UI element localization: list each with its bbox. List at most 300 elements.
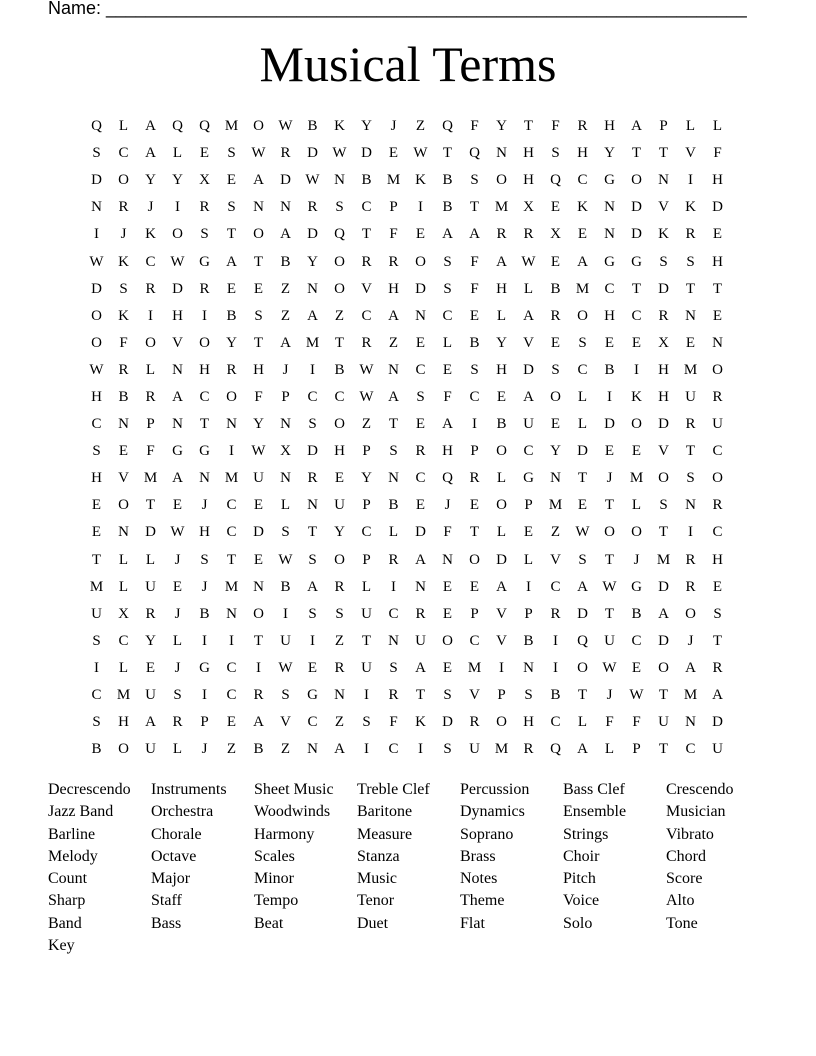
grid-letter: L: [523, 280, 534, 297]
word-list-item: Chorale: [151, 825, 202, 843]
grid-letter: K: [118, 253, 129, 270]
grid-letter: H: [496, 280, 507, 297]
grid-letter: I: [364, 741, 369, 758]
grid-letter: N: [685, 497, 696, 514]
grid-letter: Q: [550, 741, 561, 758]
grid-letter: T: [91, 551, 102, 568]
grid-letter: B: [118, 388, 129, 405]
grid-letter: P: [362, 551, 371, 568]
grid-letter: T: [604, 497, 615, 514]
grid-letter: B: [550, 687, 561, 704]
grid-letter: R: [415, 605, 426, 622]
grid-letter: R: [388, 551, 399, 568]
grid-letter: N: [550, 470, 561, 487]
grid-letter: H: [523, 145, 534, 162]
grid-letter: A: [253, 172, 264, 189]
grid-letter: C: [307, 388, 318, 405]
grid-letter: W: [359, 388, 374, 405]
grid-letter: O: [199, 334, 210, 351]
grid-letter: M: [224, 578, 239, 595]
grid-letter: Z: [280, 741, 291, 758]
grid-letter: I: [148, 307, 153, 324]
grid-letter: R: [118, 361, 129, 378]
word-list-item: Octave: [151, 847, 197, 865]
grid-letter: Q: [172, 118, 183, 135]
grid-letter: B: [334, 361, 345, 378]
grid-letter: A: [307, 578, 318, 595]
grid-letter: M: [224, 470, 239, 487]
grid-letter: A: [577, 578, 588, 595]
grid-letter: A: [523, 388, 534, 405]
grid-letter: R: [685, 578, 696, 595]
grid-letter: J: [120, 226, 127, 243]
grid-letter: V: [118, 470, 129, 487]
grid-letter: H: [442, 443, 453, 460]
grid-letter: T: [523, 118, 534, 135]
grid-letter: D: [415, 280, 426, 297]
grid-letter: T: [577, 687, 588, 704]
grid-letter: C: [226, 659, 237, 676]
grid-letter: N: [388, 632, 399, 649]
grid-letter: S: [92, 632, 101, 649]
word-list-item: Key: [48, 937, 75, 955]
grid-letter: E: [712, 226, 723, 243]
grid-letter: T: [631, 280, 642, 297]
page-title: Musical Terms: [259, 36, 557, 92]
grid-letter: I: [229, 632, 234, 649]
word-list-item: Flat: [460, 914, 485, 932]
grid-letter: O: [658, 470, 669, 487]
word-list-item: Melody: [48, 847, 98, 865]
grid-letter: A: [415, 551, 426, 568]
grid-letter: C: [523, 443, 534, 460]
grid-letter: B: [199, 605, 210, 622]
grid-letter: W: [629, 687, 644, 704]
grid-letter: N: [280, 199, 291, 216]
grid-letter: E: [415, 226, 426, 243]
grid-letter: T: [469, 524, 480, 541]
grid-letter: E: [550, 199, 561, 216]
grid-letter: I: [634, 361, 639, 378]
grid-letter: K: [658, 226, 669, 243]
grid-letter: O: [631, 416, 642, 433]
grid-letter: P: [389, 199, 398, 216]
grid-letter: T: [712, 632, 723, 649]
grid-letter: E: [442, 659, 453, 676]
grid-letter: F: [146, 443, 155, 460]
grid-letter: R: [145, 388, 156, 405]
grid-letter: M: [629, 470, 644, 487]
word-list-item: Score: [666, 870, 703, 888]
grid-letter: Q: [91, 118, 102, 135]
grid-letter: T: [658, 524, 669, 541]
word-list-item: Tempo: [254, 892, 299, 910]
grid-letter: D: [658, 578, 669, 595]
grid-letter: B: [280, 253, 291, 270]
grid-letter: T: [577, 470, 588, 487]
grid-letter: N: [496, 145, 507, 162]
grid-letter: S: [92, 145, 101, 162]
grid-letter: O: [118, 741, 129, 758]
grid-letter: L: [577, 714, 588, 731]
grid-letter: R: [685, 226, 696, 243]
grid-letter: V: [523, 334, 534, 351]
grid-letter: O: [334, 253, 345, 270]
grid-letter: W: [359, 361, 374, 378]
grid-letter: A: [172, 470, 183, 487]
grid-letter: N: [280, 470, 291, 487]
grid-letter: T: [604, 605, 615, 622]
word-list-item: Instruments: [151, 781, 227, 798]
grid-letter: E: [469, 578, 480, 595]
grid-letter: L: [631, 497, 642, 514]
grid-letter: C: [631, 307, 642, 324]
grid-letter: E: [442, 605, 453, 622]
grid-letter: M: [467, 659, 482, 676]
word-list-item: Alto: [666, 892, 695, 910]
grid-letter: D: [712, 714, 723, 731]
grid-letter: N: [307, 741, 318, 758]
grid-letter: L: [577, 416, 588, 433]
grid-letter: E: [550, 253, 561, 270]
grid-letter: G: [307, 687, 318, 704]
grid-letter: H: [604, 118, 615, 135]
grid-letter: U: [415, 632, 426, 649]
grid-letter: H: [496, 361, 507, 378]
grid-letter: N: [685, 307, 696, 324]
word-list-item: Tenor: [357, 892, 395, 910]
grid-letter: N: [334, 172, 345, 189]
grid-letter: R: [388, 253, 399, 270]
grid-letter: C: [361, 307, 372, 324]
word-list-item: Woodwinds: [254, 803, 331, 821]
grid-letter: E: [712, 307, 723, 324]
grid-letter: F: [119, 334, 128, 351]
grid-letter: E: [631, 659, 642, 676]
grid-letter: U: [361, 605, 372, 622]
grid-letter: Z: [388, 334, 399, 351]
grid-letter: L: [496, 524, 507, 541]
grid-letter: T: [685, 443, 696, 460]
grid-letter: C: [118, 632, 129, 649]
grid-letter: L: [172, 145, 183, 162]
grid-letter: R: [577, 118, 588, 135]
grid-letter: E: [496, 388, 507, 405]
grid-letter: U: [712, 741, 723, 758]
grid-letter: A: [577, 253, 588, 270]
grid-letter: O: [496, 497, 507, 514]
word-list-item: Musician: [666, 803, 726, 821]
grid-letter: P: [470, 443, 479, 460]
grid-letter: L: [145, 551, 156, 568]
grid-letter: F: [605, 714, 614, 731]
grid-letter: A: [145, 714, 156, 731]
grid-letter: R: [469, 714, 480, 731]
grid-letter: T: [226, 551, 237, 568]
grid-letter: S: [227, 199, 236, 216]
grid-letter: J: [201, 497, 208, 514]
grid-letter: P: [200, 714, 209, 731]
grid-letter: C: [415, 470, 426, 487]
grid-letter: C: [469, 388, 480, 405]
grid-letter: P: [659, 118, 668, 135]
grid-letter: O: [334, 551, 345, 568]
grid-letter: R: [199, 280, 210, 297]
grid-letter: A: [280, 334, 291, 351]
grid-letter: M: [224, 118, 239, 135]
grid-letter: E: [226, 280, 237, 297]
grid-letter: C: [361, 524, 372, 541]
grid-letter: D: [280, 172, 291, 189]
grid-letter: P: [362, 443, 371, 460]
word-list-item: Jazz Band: [48, 803, 114, 821]
grid-letter: S: [335, 605, 344, 622]
grid-letter: U: [145, 578, 156, 595]
grid-letter: D: [145, 524, 156, 541]
name-field-label: Name: ________________________________________________________________: [48, 0, 747, 18]
grid-letter: G: [199, 443, 210, 460]
grid-letter: T: [361, 632, 372, 649]
grid-letter: C: [118, 145, 129, 162]
grid-letter: I: [688, 524, 693, 541]
grid-letter: L: [685, 118, 696, 135]
grid-letter: E: [550, 334, 561, 351]
grid-letter: H: [712, 551, 723, 568]
grid-letter: E: [172, 497, 183, 514]
grid-letter: D: [91, 172, 102, 189]
grid-letter: S: [470, 172, 479, 189]
grid-letter: S: [254, 307, 263, 324]
grid-letter: E: [523, 524, 534, 541]
grid-letter: S: [281, 524, 290, 541]
grid-letter: E: [577, 226, 588, 243]
grid-letter: D: [172, 280, 183, 297]
grid-letter: R: [523, 741, 534, 758]
grid-letter: O: [631, 172, 642, 189]
grid-letter: Y: [145, 172, 156, 189]
grid-letter: T: [712, 280, 723, 297]
grid-letter: O: [253, 226, 264, 243]
grid-letter: D: [442, 714, 453, 731]
grid-letter: A: [685, 659, 696, 676]
grid-letter: R: [226, 361, 237, 378]
grid-letter: B: [388, 497, 399, 514]
grid-letter: D: [415, 524, 426, 541]
word-list-item: Baritone: [357, 803, 413, 821]
grid-letter: D: [307, 226, 318, 243]
grid-letter: A: [145, 118, 156, 135]
grid-letter: B: [604, 361, 615, 378]
grid-letter: I: [229, 443, 234, 460]
grid-letter: I: [364, 687, 369, 704]
grid-letter: T: [658, 741, 669, 758]
grid-letter: C: [631, 632, 642, 649]
grid-letter: S: [389, 443, 398, 460]
grid-letter: A: [658, 605, 669, 622]
grid-letter: X: [199, 172, 210, 189]
grid-letter: W: [170, 524, 185, 541]
grid-letter: N: [658, 172, 669, 189]
grid-letter: H: [388, 280, 399, 297]
grid-letter: K: [334, 118, 345, 135]
grid-letter: S: [92, 443, 101, 460]
grid-letter: A: [415, 659, 426, 676]
grid-letter: V: [658, 199, 669, 216]
grid-letter: N: [388, 361, 399, 378]
word-list: [48, 779, 769, 957]
grid-letter: O: [496, 172, 507, 189]
grid-letter: N: [685, 714, 696, 731]
grid-letter: T: [685, 280, 696, 297]
grid-letter: D: [361, 145, 372, 162]
grid-letter: L: [388, 524, 399, 541]
grid-letter: E: [172, 578, 183, 595]
grid-letter: E: [442, 578, 453, 595]
grid-letter: O: [685, 605, 696, 622]
grid-letter: E: [604, 334, 615, 351]
grid-letter: C: [442, 307, 453, 324]
grid-letter: I: [256, 659, 261, 676]
grid-letter: L: [118, 659, 129, 676]
grid-letter: O: [172, 226, 183, 243]
grid-letter: S: [443, 280, 452, 297]
grid-letter: S: [524, 687, 533, 704]
grid-letter: T: [415, 687, 426, 704]
grid-letter: F: [632, 714, 641, 731]
grid-letter: F: [443, 388, 452, 405]
grid-letter: R: [523, 226, 534, 243]
grid-letter: J: [147, 199, 154, 216]
grid-letter: P: [470, 605, 479, 622]
grid-letter: O: [334, 280, 345, 297]
grid-letter: F: [254, 388, 263, 405]
word-list-item: Stanza: [357, 847, 400, 865]
grid-letter: N: [442, 551, 453, 568]
grid-letter: F: [551, 118, 560, 135]
grid-letter: E: [631, 443, 642, 460]
grid-letter: M: [305, 334, 320, 351]
grid-letter: O: [496, 443, 507, 460]
word-list-item: Treble Clef: [357, 781, 430, 798]
grid-letter: L: [172, 632, 183, 649]
word-list-item: Voice: [563, 892, 600, 910]
grid-letter: S: [335, 199, 344, 216]
grid-letter: S: [470, 361, 479, 378]
grid-letter: H: [523, 172, 534, 189]
grid-letter: R: [388, 687, 399, 704]
grid-letter: S: [551, 145, 560, 162]
grid-letter: M: [575, 280, 590, 297]
grid-letter: I: [472, 416, 477, 433]
grid-letter: A: [631, 118, 642, 135]
grid-letter: R: [334, 659, 345, 676]
grid-letter: N: [226, 605, 237, 622]
grid-letter: E: [550, 416, 561, 433]
grid-letter: C: [550, 714, 561, 731]
word-list-item: Measure: [357, 825, 413, 843]
grid-letter: I: [310, 632, 315, 649]
grid-letter: D: [658, 632, 669, 649]
grid-letter: H: [172, 307, 183, 324]
grid-letter: L: [577, 388, 588, 405]
grid-letter: R: [415, 443, 426, 460]
grid-letter: W: [89, 361, 104, 378]
grid-letter: L: [361, 578, 372, 595]
grid-letter: H: [334, 443, 345, 460]
grid-letter: E: [631, 334, 642, 351]
grid-letter: L: [118, 551, 129, 568]
grid-letter: B: [442, 199, 453, 216]
grid-letter: M: [683, 687, 698, 704]
grid-letter: C: [685, 741, 696, 758]
grid-letter: T: [658, 687, 669, 704]
word-list-item: Vibrato: [666, 825, 714, 843]
grid-letter: A: [496, 253, 507, 270]
grid-letter: D: [658, 416, 669, 433]
grid-letter: C: [226, 524, 237, 541]
grid-letter: S: [200, 551, 209, 568]
grid-letter: F: [470, 280, 479, 297]
grid-letter: S: [200, 226, 209, 243]
grid-letter: H: [658, 361, 669, 378]
grid-letter: O: [415, 253, 426, 270]
grid-letter: S: [416, 388, 425, 405]
grid-letter: D: [631, 226, 642, 243]
grid-letter: C: [712, 524, 723, 541]
grid-letter: N: [415, 307, 426, 324]
grid-letter: N: [415, 578, 426, 595]
grid-letter: I: [553, 632, 558, 649]
grid-letter: C: [712, 443, 723, 460]
grid-letter: R: [280, 145, 291, 162]
grid-letter: S: [92, 714, 101, 731]
grid-letter: N: [307, 497, 318, 514]
grid-letter: S: [443, 687, 452, 704]
grid-letter: D: [658, 280, 669, 297]
grid-letter: B: [442, 172, 453, 189]
grid-letter: C: [577, 172, 588, 189]
grid-letter: N: [172, 361, 183, 378]
grid-letter: N: [523, 659, 534, 676]
grid-letter: X: [118, 605, 129, 622]
grid-letter: Z: [280, 307, 291, 324]
grid-letter: F: [713, 145, 722, 162]
word-list-item: Dynamics: [460, 803, 525, 821]
grid-letter: U: [145, 687, 156, 704]
grid-letter: F: [443, 524, 452, 541]
grid-letter: S: [389, 659, 398, 676]
grid-letter: O: [469, 551, 480, 568]
grid-letter: U: [334, 497, 345, 514]
grid-letter: Y: [496, 118, 507, 135]
grid-letter: F: [470, 253, 479, 270]
grid-letter: J: [606, 470, 613, 487]
grid-letter: W: [278, 659, 293, 676]
grid-letter: L: [172, 741, 183, 758]
grid-letter: D: [523, 361, 534, 378]
grid-letter: L: [442, 334, 453, 351]
grid-letter: F: [389, 714, 398, 731]
grid-letter: V: [172, 334, 183, 351]
grid-letter: N: [604, 199, 615, 216]
grid-letter: W: [413, 145, 428, 162]
grid-letter: E: [415, 497, 426, 514]
grid-letter: L: [523, 551, 534, 568]
grid-letter: N: [226, 416, 237, 433]
grid-letter: A: [577, 741, 588, 758]
grid-letter: M: [548, 497, 563, 514]
grid-letter: C: [91, 687, 102, 704]
